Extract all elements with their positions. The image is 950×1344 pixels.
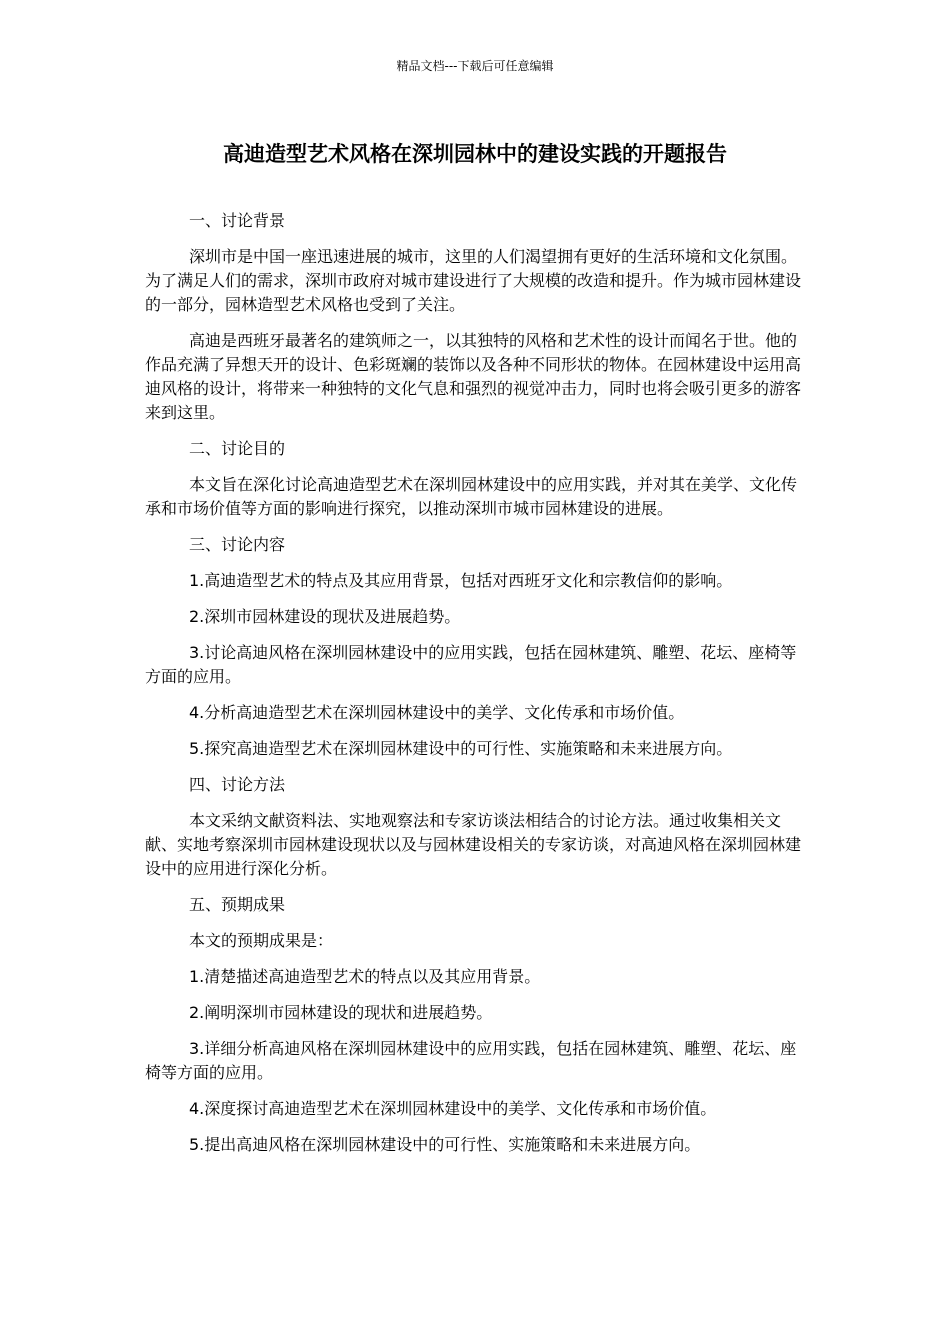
paragraph: 深圳市是中国一座迅速进展的城市，这里的人们渴望拥有更好的生活环境和文化氛围。为了满足人们的需求，深圳市政府对城市建设进行了大规模的改造和提升。作为城市园林建设的一部分，园林造型艺术风格也受到了关注。 xyxy=(145,247,802,314)
paragraph: 本文旨在深化讨论高迪造型艺术在深圳园林建设中的应用实践，并对其在美学、文化传承和市场价值等方面的影响进行探究，以推动深圳市城市园林建设的进展。 xyxy=(145,475,798,518)
list-item: 1.高迪造型艺术的特点及其应用背景，包括对西班牙文化和宗教信仰的影响。 xyxy=(189,571,733,590)
paragraph: 本文采纳文献资料法、实地观察法和专家访谈法相结合的讨论方法。通过收集相关文献、实地考察深圳市园林建设现状以及与园林建设相关的专家访谈，对高迪风格在深圳园林建设中的应用进行深化分析。 xyxy=(145,811,802,878)
list-item: 4.分析高迪造型艺术在深圳园林建设中的美学、文化传承和市场价值。 xyxy=(189,703,685,722)
list-item: 3.讨论高迪风格在深圳园林建设中的应用实践，包括在园林建筑、雕塑、花坛、座椅等方面的应用。 xyxy=(145,643,797,686)
list-item: 2.阐明深圳市园林建设的现状和进展趋势。 xyxy=(189,1003,493,1022)
document-body xyxy=(145,209,805,1169)
section-heading-results: 五、预期成果 xyxy=(189,895,286,914)
list-item: 5.提出高迪风格在深圳园林建设中的可行性、实施策略和未来进展方向。 xyxy=(189,1135,701,1154)
paragraph: 高迪是西班牙最著名的建筑师之一，以其独特的风格和艺术性的设计而闻名于世。他的作品充满了异想天开的设计、色彩斑斓的装饰以及各种不同形状的物体。在园林建设中运用高迪风格的设计，将带来一种独特的文化气息和强烈的视觉冲击力，同时也将会吸引更多的游客来到这里。 xyxy=(145,331,802,422)
section-heading-method: 四、讨论方法 xyxy=(189,775,286,794)
document-title: 高迪造型艺术风格在深圳园林中的建设实践的开题报告 xyxy=(223,142,727,166)
list-item: 1.清楚描述高迪造型艺术的特点以及其应用背景。 xyxy=(189,967,541,986)
section-heading-purpose: 二、讨论目的 xyxy=(189,439,286,458)
paragraph: 本文的预期成果是： xyxy=(189,931,334,950)
section-heading-content: 三、讨论内容 xyxy=(189,535,286,554)
list-item: 3.详细分析高迪风格在深圳园林建设中的应用实践，包括在园林建筑、雕塑、花坛、座椅等方面的应用。 xyxy=(145,1039,797,1082)
list-item: 5.探究高迪造型艺术在深圳园林建设中的可行性、实施策略和未来进展方向。 xyxy=(189,739,733,758)
header-note: 精品文档---下载后可任意编辑 xyxy=(396,59,554,73)
section-heading-background: 一、讨论背景 xyxy=(189,211,286,230)
list-item: 2.深圳市园林建设的现状及进展趋势。 xyxy=(189,607,461,626)
list-item: 4.深度探讨高迪造型艺术在深圳园林建设中的美学、文化传承和市场价值。 xyxy=(189,1099,717,1118)
